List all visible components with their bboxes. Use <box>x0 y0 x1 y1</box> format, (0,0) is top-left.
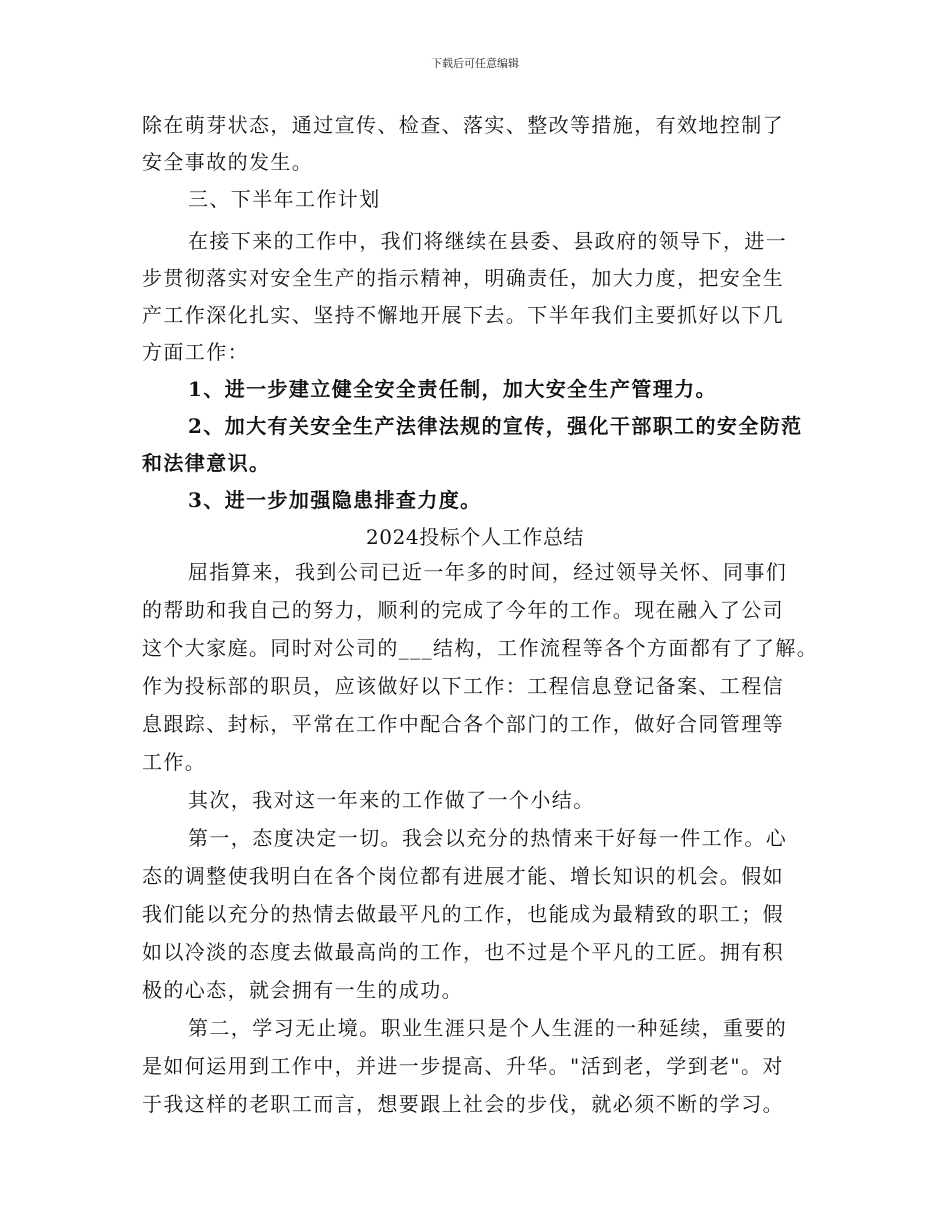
list-item: 1、进一步建立健全安全责任制，加大安全生产管理力。 <box>188 377 717 401</box>
paragraph-line: 方面工作： <box>142 340 249 364</box>
list-item: 3、进一步加强隐患排查力度。 <box>188 488 482 512</box>
section-heading: 三、下半年工作计划 <box>188 187 381 211</box>
paragraph-line: 步贯彻落实对安全生产的指示精神，明确责任，加大力度，把安全生 <box>142 266 784 290</box>
paragraph-line: 产工作深化扎实、坚持不懈地开展下去。下半年我们主要抓好以下几 <box>142 303 784 327</box>
paragraph-line: 的帮助和我自己的努力，顺利的完成了今年的工作。现在融入了公司 <box>142 598 784 622</box>
paragraph-line: 我们能以充分的热情去做最平凡的工作，也能成为最精致的职工；假 <box>142 902 784 926</box>
paragraph-line: 极的心态，就会拥有一生的成功。 <box>142 978 463 1002</box>
list-item: 2、加大有关安全生产法律法规的宣传，强化干部职工的安全防范 <box>188 414 803 438</box>
page-header: 下载后可任意编辑 <box>431 57 519 70</box>
paragraph-line: 作为投标部的职员，应该做好以下工作：工程信息登记备案、工程信 <box>142 674 784 698</box>
document-title: 2024投标个人工作总结 <box>365 525 585 549</box>
paragraph-line: 其次，我对这一年来的工作做了一个小结。 <box>188 788 595 812</box>
paragraph-line: 除在萌芽状态，通过宣传、检查、落实、整改等措施，有效地控制了 <box>142 113 784 137</box>
paragraph-line: 于我这样的老职工而言，想要跟上社会的步伐，就必须不断的学习。 <box>142 1092 784 1116</box>
paragraph-line: 屈指算来，我到公司已近一年多的时间，经过领导关怀、同事们 <box>188 560 788 584</box>
paragraph-line: 息跟踪、封标，平常在工作中配合各个部门的工作，做好合同管理等 <box>142 712 784 736</box>
paragraph-line: 是如何运用到工作中，并进一步提高、升华。"活到老，学到老"。对 <box>142 1054 784 1078</box>
paragraph-line: 工作。 <box>142 750 207 774</box>
paragraph-line: 这个大家庭。同时对公司的___结构，工作流程等各个方面都有了了解。 <box>142 636 819 660</box>
paragraph-line: 态的调整使我明白在各个岗位都有进展才能、增长知识的机会。假如 <box>142 864 784 888</box>
paragraph-line: 安全事故的发生。 <box>142 150 314 174</box>
paragraph-line: 如以冷淡的态度去做最高尚的工作，也不过是个平凡的工匠。拥有积 <box>142 940 784 964</box>
list-item: 和法律意识。 <box>142 451 271 475</box>
paragraph-line: 第二，学习无止境。职业生涯只是个人生涯的一种延续，重要的 <box>188 1016 788 1040</box>
paragraph-line: 在接下来的工作中，我们将继续在县委、县政府的领导下，进一 <box>188 229 788 253</box>
paragraph-line: 第一，态度决定一切。我会以充分的热情来干好每一件工作。心 <box>188 826 788 850</box>
